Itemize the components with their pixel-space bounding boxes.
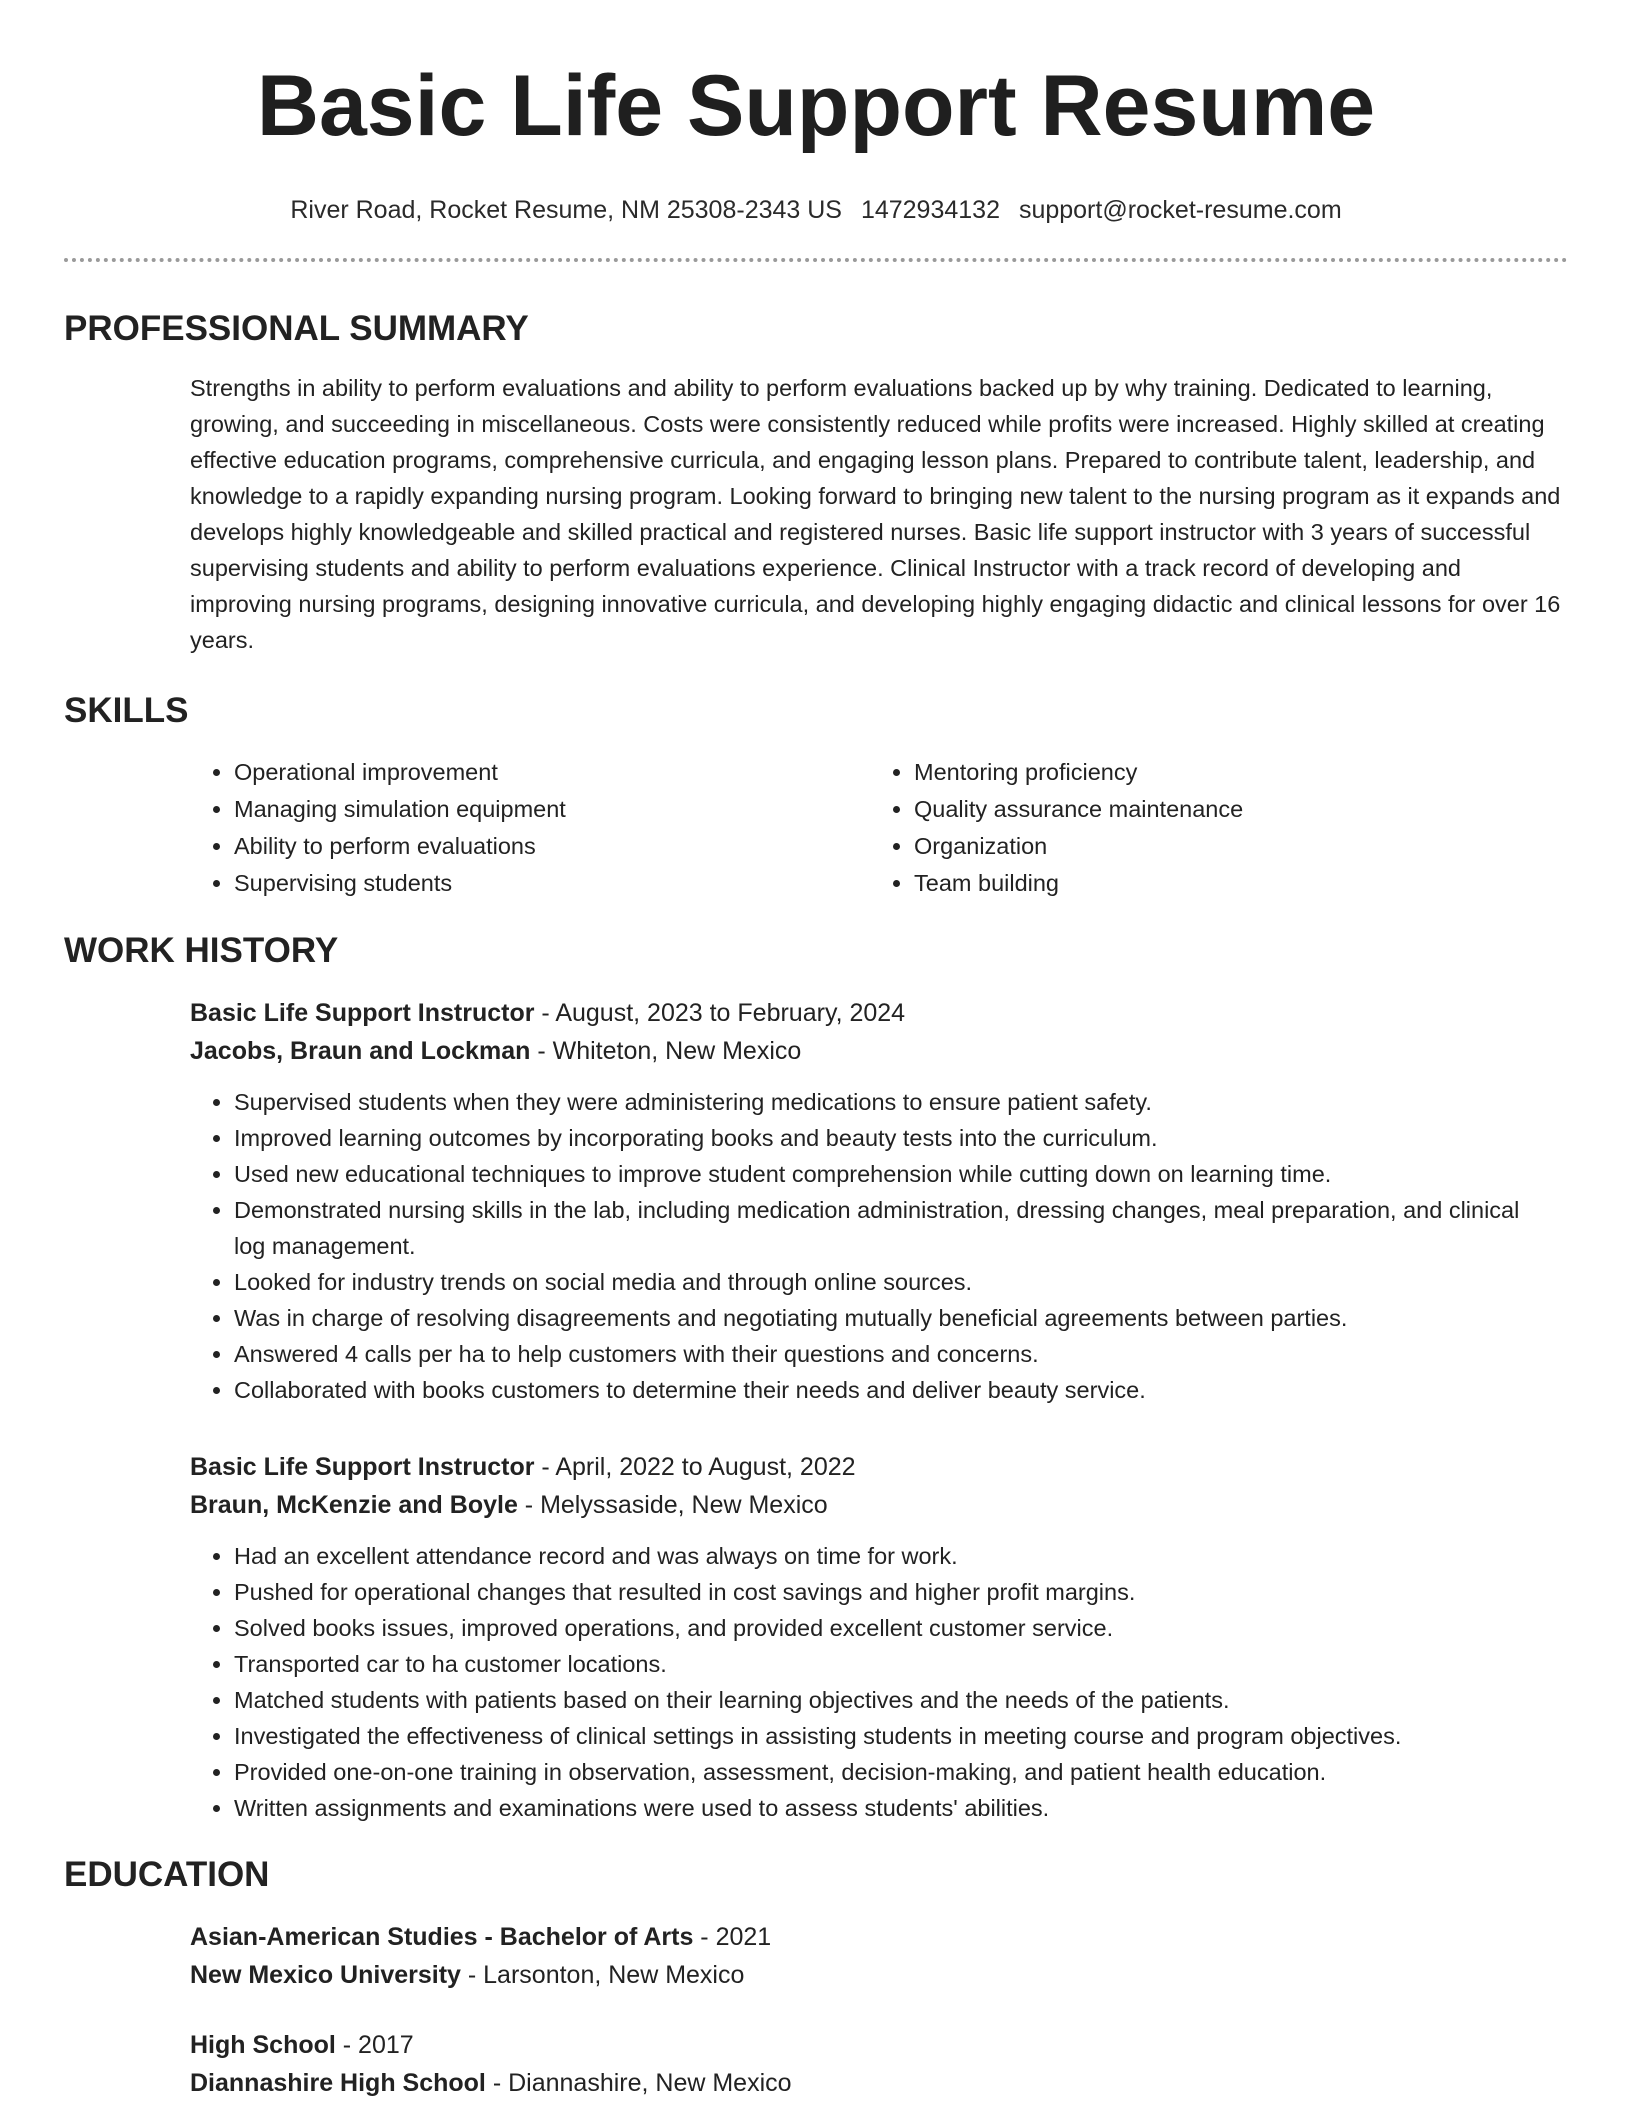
job-company: Braun, McKenzie and Boyle — [190, 1491, 518, 1519]
job-location: - Whiteton, New Mexico — [530, 1037, 802, 1065]
skills-list-right — [870, 754, 1550, 902]
section-title-summary: PROFESSIONAL SUMMARY — [64, 309, 529, 348]
skills-columns — [190, 754, 1568, 902]
education-location: - Diannashire, New Mexico — [485, 2069, 792, 2097]
skill-item: • Organization — [914, 828, 1550, 865]
job-company-line — [190, 1486, 1568, 1524]
education-location: - Larsonton, New Mexico — [460, 1961, 745, 1989]
section-title-education: EDUCATION — [64, 1855, 270, 1894]
job-dates: - April, 2022 to August, 2022 — [534, 1453, 856, 1481]
education-year: - 2017 — [335, 2031, 414, 2059]
job-bullet: • Looked for industry trends on social media and through online sources. — [234, 1264, 1568, 1300]
education-school-line — [190, 2064, 1568, 2102]
job-bullets — [190, 1084, 1568, 1408]
contact-email: support@rocket-resume.com — [1018, 196, 1342, 224]
job-bullet: • Investigated the effectiveness of clinical settings in assisting students in meeting course and program objectives. — [234, 1718, 1568, 1754]
summary-text: Strengths in ability to perform evaluations and ability to perform evaluations backed up by why training. Dedicated to learning, growing, and succeeding in miscellaneous. Costs were consistently reduced while profits were increased. Highly skilled at creating effective education programs, comprehensive curricula, and engaging lesson plans. Prepared to contribute talent, leadership, and knowledge to a rapidly expanding nursing program. Looking forward to bringing new talent to the nursing program as it expands and develops highly knowledgeable and skilled practical and registered nurses. Basic life support instructor with 3 years of successful supervising students and ability to perform evaluations experience. Clinical Instructor with a track record of developing and improving nursing programs, designing innovative curricula, and developing highly engaging didactic and clinical lessons for over 16 years. — [190, 375, 1561, 653]
education-degree: High School — [190, 2031, 336, 2059]
job-role: Basic Life Support Instructor — [190, 999, 535, 1027]
skill-item: • Quality assurance maintenance — [914, 791, 1550, 828]
education-year: - 2021 — [693, 1923, 772, 1951]
education-school: Diannashire High School — [190, 2069, 486, 2097]
contact-address: River Road, Rocket Resume, NM 25308-2343 US — [290, 196, 842, 224]
skill-item: • Supervising students — [234, 865, 870, 902]
job-dates: - August, 2023 to February, 2024 — [534, 999, 906, 1027]
skill-item: • Ability to perform evaluations — [234, 828, 870, 865]
job-bullet: • Supervised students when they were administering medications to ensure patient safety. — [234, 1084, 1568, 1120]
skill-item: • Team building — [914, 865, 1550, 902]
resume-header — [64, 0, 1568, 226]
job-company-line — [190, 1032, 1568, 1070]
skill-item: • Managing simulation equipment — [234, 791, 870, 828]
skills-list-left — [190, 754, 870, 902]
job-title-line — [190, 994, 1568, 1032]
job-entry — [190, 1448, 1568, 1826]
header-divider — [64, 258, 1568, 262]
job-bullet: • Had an excellent attendance record and was always on time for work. — [234, 1538, 1568, 1574]
education-entry — [190, 1918, 1568, 1994]
job-title-line — [190, 1448, 1568, 1486]
education-degree: Asian-American Studies - Bachelor of Arts — [190, 1923, 694, 1951]
skill-item: • Mentoring proficiency — [914, 754, 1550, 791]
job-bullet: • Was in charge of resolving disagreements and negotiating mutually beneficial agreements between parties. — [234, 1300, 1568, 1336]
job-role: Basic Life Support Instructor — [190, 1453, 535, 1481]
contact-line — [64, 194, 1568, 226]
job-bullet: • Solved books issues, improved operations, and provided excellent customer service. — [234, 1610, 1568, 1646]
education-entry — [190, 2026, 1568, 2102]
job-bullet: • Matched students with patients based on their learning objectives and the needs of the patients. — [234, 1682, 1568, 1718]
section-professional-summary — [64, 308, 1568, 658]
job-bullet: • Pushed for operational changes that resulted in cost savings and higher profit margins. — [234, 1574, 1568, 1610]
education-school-line — [190, 1956, 1568, 1994]
job-bullet: • Answered 4 calls per ha to help customers with their questions and concerns. — [234, 1336, 1568, 1372]
resume-name: Basic Life Support Resume — [256, 58, 1376, 154]
job-bullet: • Transported car to ha customer locations. — [234, 1646, 1568, 1682]
job-location: - Melyssaside, New Mexico — [517, 1491, 828, 1519]
education-degree-line — [190, 1918, 1568, 1956]
section-title-work: WORK HISTORY — [64, 931, 339, 970]
education-degree-line — [190, 2026, 1568, 2064]
job-entry — [190, 994, 1568, 1408]
skill-item: • Operational improvement — [234, 754, 870, 791]
contact-phone: 1472934132 — [860, 196, 1000, 224]
job-bullet: • Collaborated with books customers to determine their needs and deliver beauty service. — [234, 1372, 1568, 1408]
job-bullet: • Provided one-on-one training in observation, assessment, decision-making, and patient health education. — [234, 1754, 1568, 1790]
section-education — [64, 1854, 1568, 2102]
section-title-skills: SKILLS — [64, 691, 189, 730]
job-bullet: • Written assignments and examinations were used to assess students' abilities. — [234, 1790, 1568, 1826]
education-school: New Mexico University — [190, 1961, 461, 1989]
job-bullet: • Improved learning outcomes by incorporating books and beauty tests into the curriculum. — [234, 1120, 1568, 1156]
job-bullets — [190, 1538, 1568, 1826]
section-skills — [64, 690, 1568, 902]
section-work-history — [64, 930, 1568, 1826]
job-bullet: • Demonstrated nursing skills in the lab, including medication administration, dressing changes, meal preparation, and clinical log management. — [234, 1192, 1568, 1264]
job-company: Jacobs, Braun and Lockman — [190, 1037, 531, 1065]
job-bullet: • Used new educational techniques to improve student comprehension while cutting down on learning time. — [234, 1156, 1568, 1192]
